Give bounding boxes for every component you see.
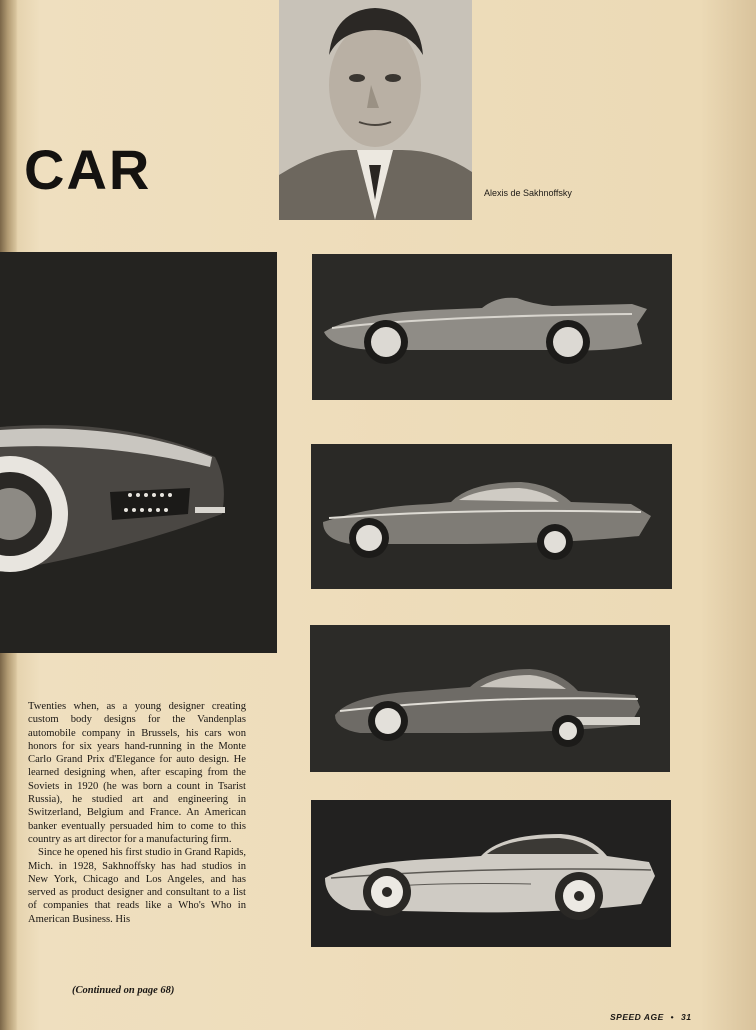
continued-note: (Continued on page 68) bbox=[72, 985, 175, 996]
car-photo-2 bbox=[311, 444, 672, 589]
article-paragraph: Twenties when, as a young designer creating custom body designs for the Vandenplas automobile company in Brussels, his cars won honors for six years hand-running in the Monte Carlo Grand Prix d'Elegance for auto design. He learned designing when, after escaping from the Soviets in 1920 (he was born a count in Tsarist Russia), he studied art and engineering in Switzerland, Belgium and France. An American banker eventually persuaded him to come to this country as art director for a manufacturing firm. bbox=[28, 701, 246, 845]
page-footer bbox=[610, 1012, 692, 1022]
article-paragraph: Since he opened his first studio in Grand Rapids, Mich. in 1928, Sakhnoffsky has had studios in New York, Chicago and Los Angeles, and has served as product designer and consultant to a list of companies that reads like a Who's Who in American Business. His bbox=[28, 847, 246, 925]
car-photo-4 bbox=[311, 800, 671, 947]
car-photo-3 bbox=[310, 625, 670, 772]
magazine-name: SPEED AGE bbox=[610, 1012, 664, 1022]
portrait-photo bbox=[279, 0, 472, 220]
portrait-caption: Alexis de Sakhnoffsky bbox=[484, 188, 572, 198]
car-photo-1 bbox=[312, 254, 672, 400]
article-body bbox=[28, 700, 246, 926]
car-closeup-photo bbox=[0, 252, 277, 653]
page-number: 31 bbox=[681, 1012, 692, 1022]
headline: CAR bbox=[24, 138, 152, 201]
bullet-separator: • bbox=[670, 1012, 675, 1022]
